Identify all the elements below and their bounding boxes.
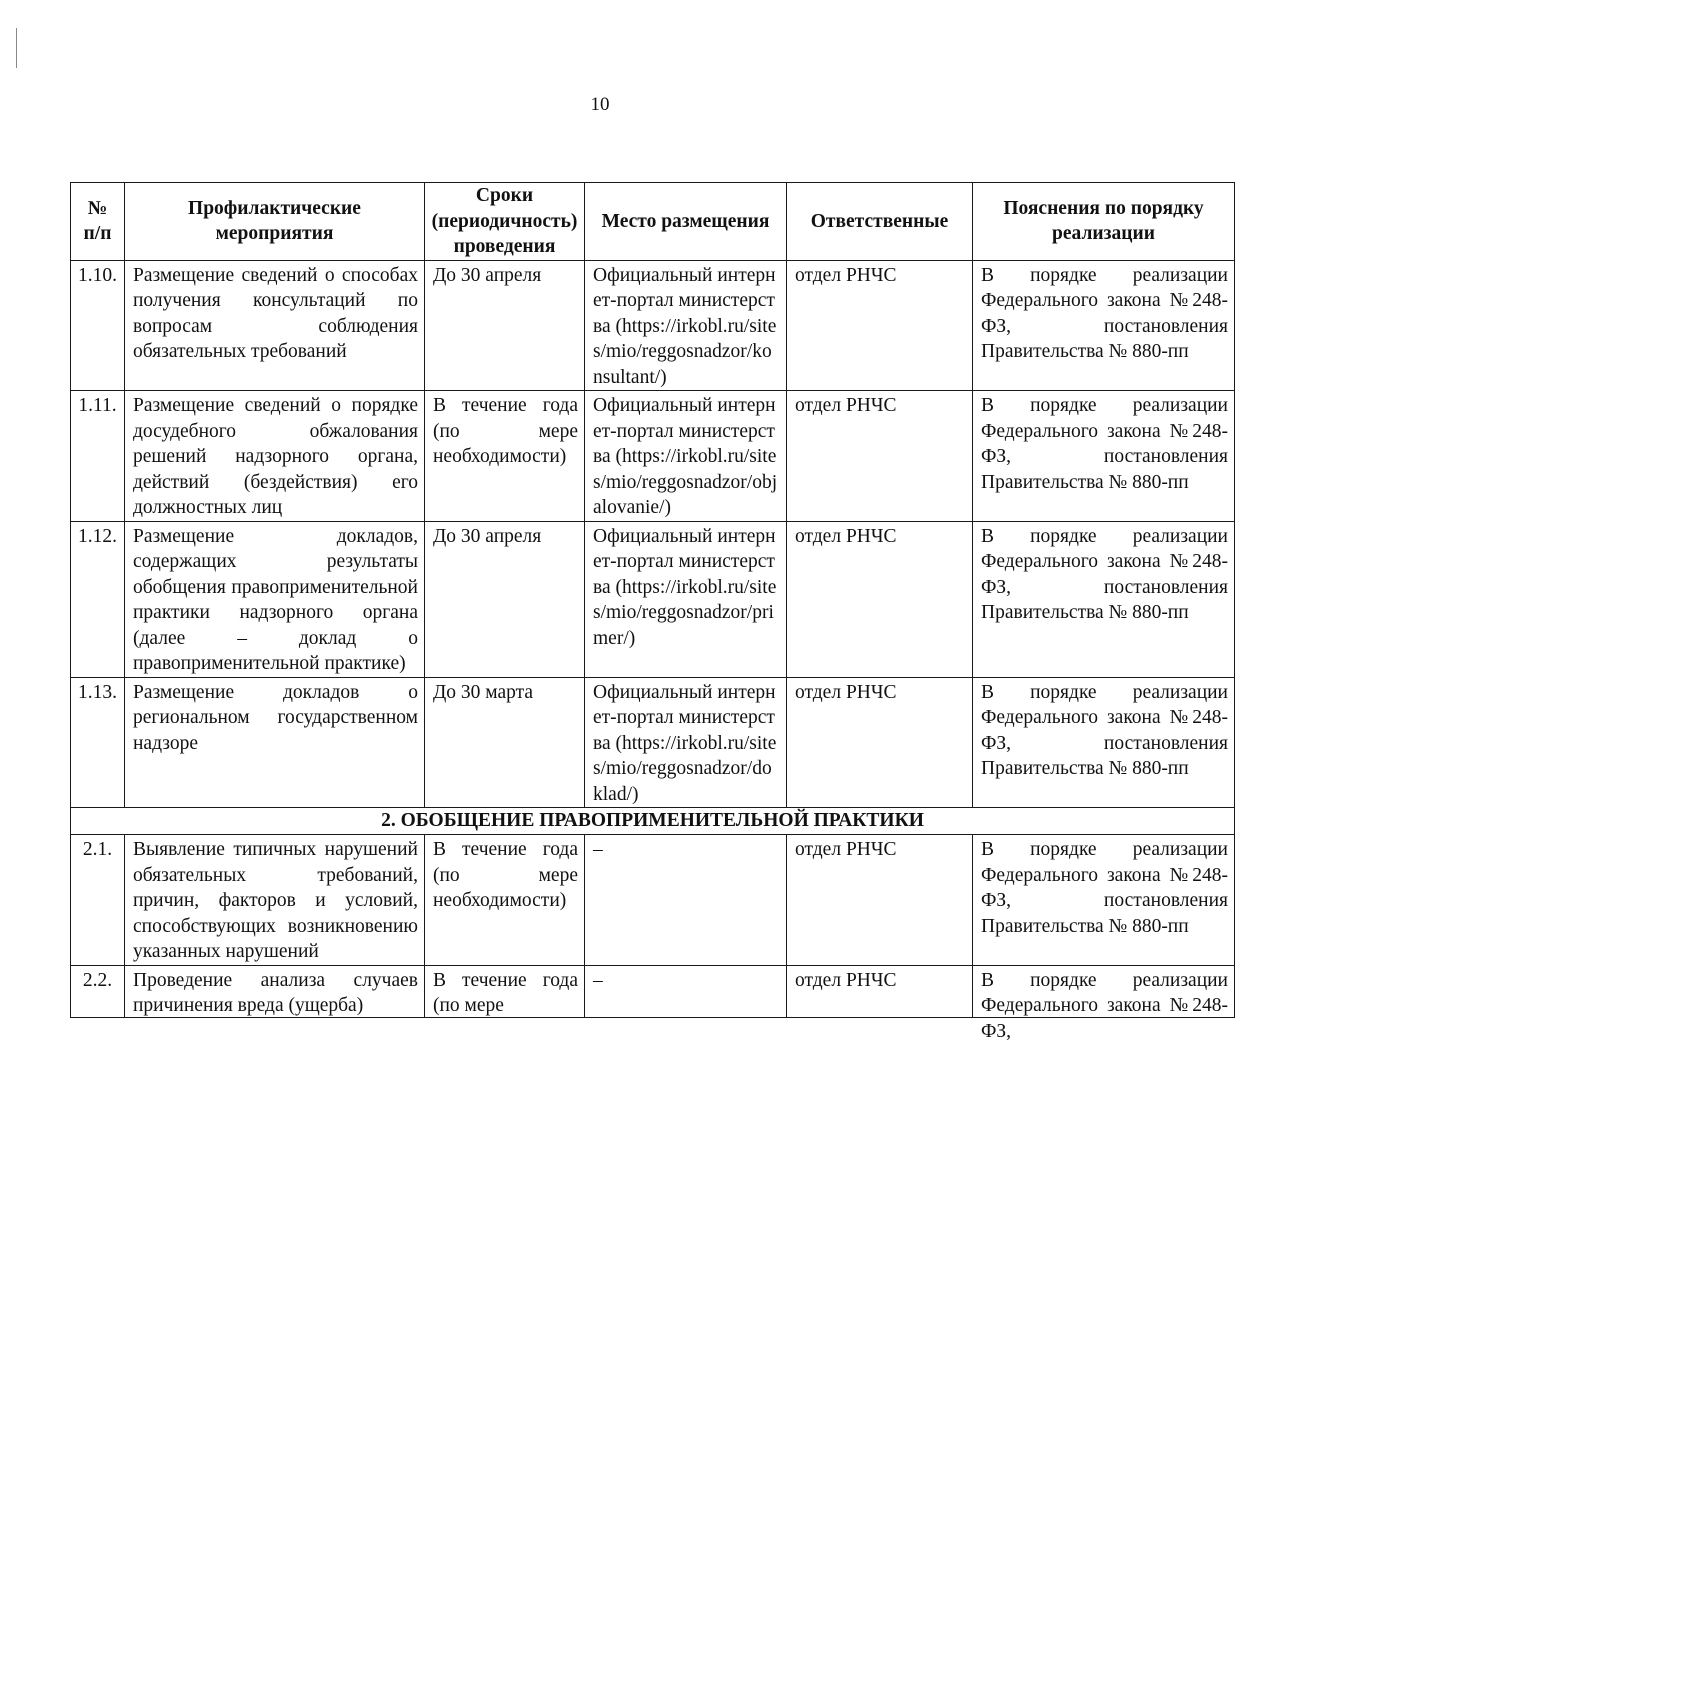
row-responsible: отдел РНЧС	[787, 391, 973, 522]
header-place: Место размещения	[585, 183, 787, 261]
row-activity: Размещение сведений о порядке досудебного обжалования решений надзорного органа, действий (бездействия) его должностных лиц	[125, 391, 425, 522]
header-number: № п/п	[71, 183, 125, 261]
row-responsible: отдел РНЧС	[787, 260, 973, 391]
page-number: 10	[590, 94, 610, 115]
table-row	[71, 677, 1235, 808]
table-row	[71, 260, 1235, 391]
header-responsible: Ответственные	[787, 183, 973, 261]
table-row	[71, 391, 1235, 522]
row-responsible: отдел РНЧС	[787, 965, 973, 1017]
section-title: 2. ОБОБЩЕНИЕ ПРАВОПРИМЕНИТЕЛЬНОЙ ПРАКТИКИ	[71, 808, 1235, 835]
row-number: 1.11.	[71, 391, 125, 522]
row-deadline: В течение года (по мере	[433, 969, 578, 1016]
row-deadline: В течение года (по мере необходимости)	[425, 391, 585, 522]
row-explanation: В порядке реализации Федерального закона №248-ФЗ,	[981, 969, 1228, 1042]
row-number: 1.13.	[71, 677, 125, 808]
row-explanation-cell	[973, 965, 1235, 1042]
row-activity: Размещение докладов о региональном государственном надзоре	[125, 677, 425, 808]
row-deadline: До 30 марта	[425, 677, 585, 808]
row-activity: Размещение докладов, содержащих результаты обобщения правоприменительной практики надзорного органа (далее – доклад о правоприменительной практике)	[125, 521, 425, 677]
table-header-row	[71, 183, 1235, 261]
row-place: Официальный интернет-портал министерства (https://irkobl.ru/sites/mio/reggosnadzor/doklad/)	[585, 677, 787, 808]
row-explanation: В порядке реализации Федерального закона №248-ФЗ, постановления Правительства № 880-пп	[973, 835, 1235, 966]
row-explanation: В порядке реализации Федерального закона №248-ФЗ, постановления Правительства № 880-пп	[973, 391, 1235, 522]
row-activity-cell	[125, 965, 425, 1017]
row-deadline: В течение года (по мере необходимости)	[425, 835, 585, 966]
row-activity: Выявление типичных нарушений обязательных требований, причин, факторов и условий, способствующих возникновению указанных нарушений	[125, 835, 425, 966]
row-activity: Проведение анализа случаев причинения вреда (ущерба)	[133, 969, 418, 1016]
row-number: 1.12.	[71, 521, 125, 677]
header-explanation: Пояснения по порядку реализации	[973, 183, 1235, 261]
row-deadline: До 30 апреля	[425, 260, 585, 391]
row-responsible: отдел РНЧС	[787, 835, 973, 966]
row-activity: Размещение сведений о способах получения консультаций по вопросам соблюдения обязательных требований	[125, 260, 425, 391]
row-number: 2.2.	[71, 965, 125, 1017]
row-number: 1.10.	[71, 260, 125, 391]
row-place: Официальный интернет-портал министерства (https://irkobl.ru/sites/mio/reggosnadzor/objalovanie/)	[585, 391, 787, 522]
section-row	[71, 808, 1235, 835]
row-explanation: В порядке реализации Федерального закона №248-ФЗ, постановления Правительства № 880-пп	[973, 521, 1235, 677]
row-explanation: В порядке реализации Федерального закона №248-ФЗ, постановления Правительства № 880-пп	[973, 260, 1235, 391]
table-row	[71, 521, 1235, 677]
row-responsible: отдел РНЧС	[787, 521, 973, 677]
header-deadline: Сроки (периодичность) проведения	[425, 183, 585, 261]
margin-mark	[16, 28, 17, 68]
row-deadline: До 30 апреля	[425, 521, 585, 677]
row-number: 2.1.	[71, 835, 125, 966]
table-row	[71, 835, 1235, 966]
row-place: –	[585, 835, 787, 966]
row-deadline-cell	[425, 965, 585, 1017]
row-explanation: В порядке реализации Федерального закона №248-ФЗ, постановления Правительства № 880-пп	[973, 677, 1235, 808]
row-place: Официальный интернет-портал министерства (https://irkobl.ru/sites/mio/reggosnadzor/primer/)	[585, 521, 787, 677]
header-activities: Профилактические мероприятия	[125, 183, 425, 261]
activities-table	[70, 182, 1235, 1042]
row-responsible: отдел РНЧС	[787, 677, 973, 808]
table-row	[71, 965, 1235, 1017]
row-place: –	[585, 965, 787, 1017]
row-place: Официальный интернет-портал министерства (https://irkobl.ru/sites/mio/reggosnadzor/konsultant/)	[585, 260, 787, 391]
